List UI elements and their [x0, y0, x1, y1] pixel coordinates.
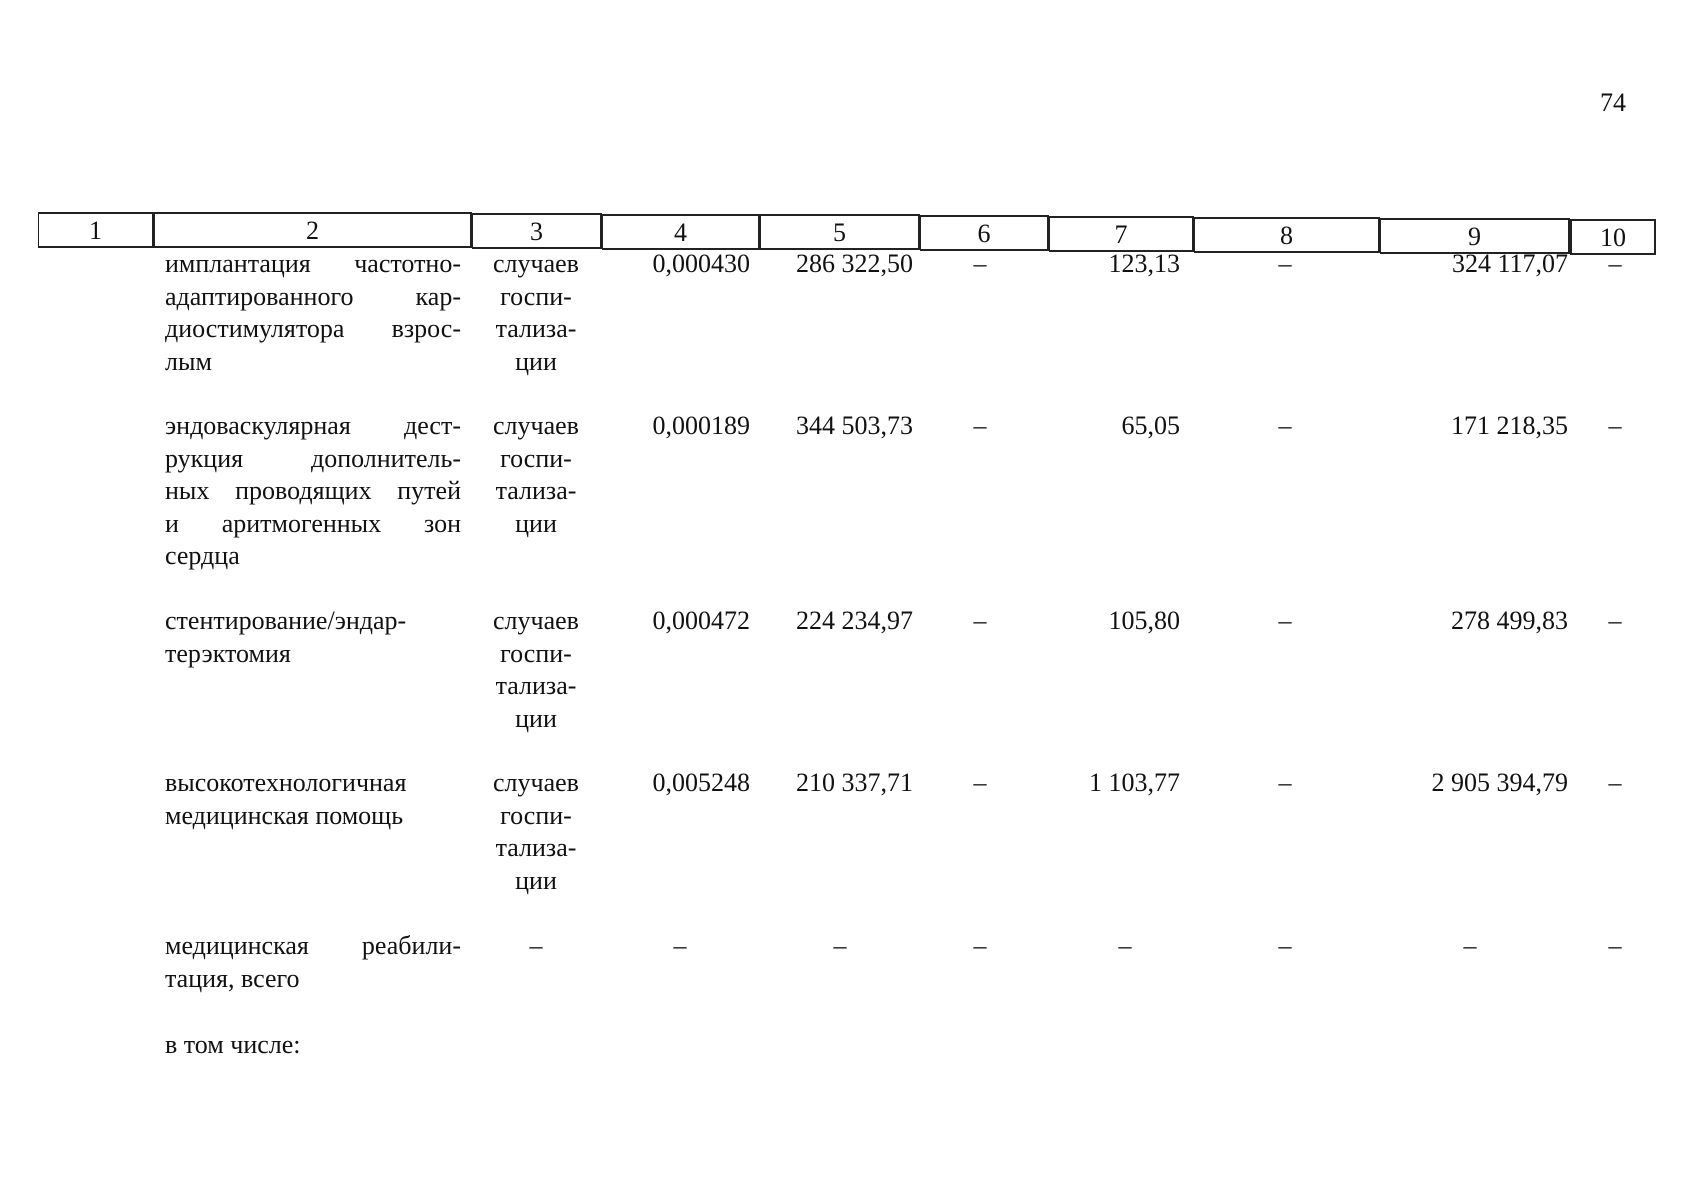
- cell-col-4: 0,005248: [652, 768, 750, 797]
- unit-line: случаев: [493, 606, 579, 635]
- unit-line: тализа-: [495, 833, 577, 862]
- cell-col-8: –: [1278, 768, 1292, 797]
- name-line: медицинская реабили-: [165, 931, 461, 960]
- unit-line: случаев: [493, 411, 579, 440]
- header-col-10: 10: [1570, 219, 1656, 255]
- unit-line: тализа-: [495, 671, 577, 700]
- cell-col-8: –: [1278, 606, 1292, 635]
- unit-line: ции: [515, 508, 557, 538]
- cell-col-7: 105,80: [1108, 606, 1180, 635]
- cell-col-7: 1 103,77: [1089, 768, 1180, 797]
- unit-line: –: [529, 931, 543, 960]
- cell-col-8: –: [1278, 931, 1292, 960]
- unit-line: госпи-: [500, 800, 572, 830]
- unit-line: тализа-: [495, 476, 577, 505]
- cell-col-5: 344 503,73: [796, 411, 913, 440]
- name-line: рукция дополнитель-: [165, 443, 461, 473]
- cell-col-6: –: [973, 606, 987, 635]
- name-line: эндоваскулярная дест-: [165, 411, 461, 440]
- unit-line: тализа-: [495, 314, 577, 343]
- cell-col-4: 0,000189: [652, 411, 750, 440]
- name-line: высокотехнологичная: [165, 768, 407, 797]
- name-line: имплантация частотно-: [165, 249, 461, 278]
- unit-line: случаев: [493, 249, 579, 278]
- unit-line: ции: [515, 346, 557, 376]
- header-col-4: 4: [602, 214, 760, 250]
- cell-col-9: –: [1463, 931, 1477, 960]
- cell-col-9: 324 117,07: [1451, 249, 1568, 278]
- cell-col-4: 0,000430: [652, 249, 750, 278]
- cell-col-6: –: [973, 931, 987, 960]
- cell-col-5: 224 234,97: [796, 606, 913, 635]
- cell-col-10: –: [1608, 606, 1622, 635]
- cell-col-7: 65,05: [1121, 411, 1180, 440]
- row-name: [165, 248, 461, 378]
- page-number: 74: [1600, 88, 1626, 117]
- unit-line: госпи-: [500, 281, 572, 311]
- unit-line: госпи-: [500, 443, 572, 473]
- cell-col-5: –: [833, 931, 847, 960]
- unit-line: ции: [515, 703, 557, 733]
- header-col-2: 2: [154, 212, 472, 248]
- header-col-1: 1: [38, 212, 154, 248]
- cell-col-9: 278 499,83: [1451, 606, 1568, 635]
- row-name: [165, 930, 461, 995]
- row-unit: [478, 605, 594, 735]
- cell-col-5: 210 337,71: [796, 768, 913, 797]
- cell-col-8: –: [1278, 249, 1292, 278]
- name-line: стентирование/эндар-: [165, 606, 407, 635]
- unit-line: госпи-: [500, 638, 572, 668]
- name-line: диостимулятора взрос-: [165, 314, 461, 343]
- header-col-7: 7: [1049, 216, 1194, 252]
- name-line: лым: [165, 346, 212, 376]
- row-unit: [478, 767, 594, 897]
- row-name: [165, 767, 461, 832]
- row-name: [165, 605, 461, 670]
- cell-col-4: –: [673, 931, 687, 960]
- header-col-5: 5: [760, 214, 920, 250]
- cell-col-10: –: [1608, 931, 1622, 960]
- header-col-8: 8: [1194, 217, 1380, 253]
- row-unit: [478, 410, 594, 540]
- cell-col-9: 2 905 394,79: [1431, 768, 1568, 797]
- cell-col-6: –: [973, 768, 987, 797]
- header-col-3: 3: [472, 213, 602, 249]
- row-unit: [478, 248, 594, 378]
- cell-col-5: 286 322,50: [796, 249, 913, 278]
- row-name: [165, 410, 461, 573]
- name-line: тация, всего: [165, 963, 300, 993]
- cell-col-10: –: [1608, 768, 1622, 797]
- cell-col-4: 0,000472: [652, 606, 750, 635]
- cell-col-6: –: [973, 249, 987, 278]
- header-col-6: 6: [920, 215, 1049, 251]
- name-line: ных проводящих путей: [165, 476, 461, 505]
- name-line: сердца: [165, 541, 240, 570]
- cell-col-8: –: [1278, 411, 1292, 440]
- name-line: адаптированного кар-: [165, 281, 461, 311]
- cell-col-7: 123,13: [1108, 249, 1180, 278]
- cell-col-6: –: [973, 411, 987, 440]
- unit-line: случаев: [493, 768, 579, 797]
- cell-col-10: –: [1608, 249, 1622, 278]
- header-col-9: 9: [1380, 218, 1570, 254]
- in-that-number-text: в том числе:: [165, 1030, 301, 1059]
- name-line: медицинская помощь: [165, 800, 404, 830]
- unit-line: ции: [515, 865, 557, 895]
- name-line: и аритмогенных зон: [165, 508, 461, 538]
- name-line: терэктомия: [165, 638, 291, 668]
- row-unit: [478, 930, 594, 963]
- cell-col-9: 171 218,35: [1451, 411, 1568, 440]
- cell-col-7: –: [1118, 931, 1132, 960]
- cell-col-10: –: [1608, 411, 1622, 440]
